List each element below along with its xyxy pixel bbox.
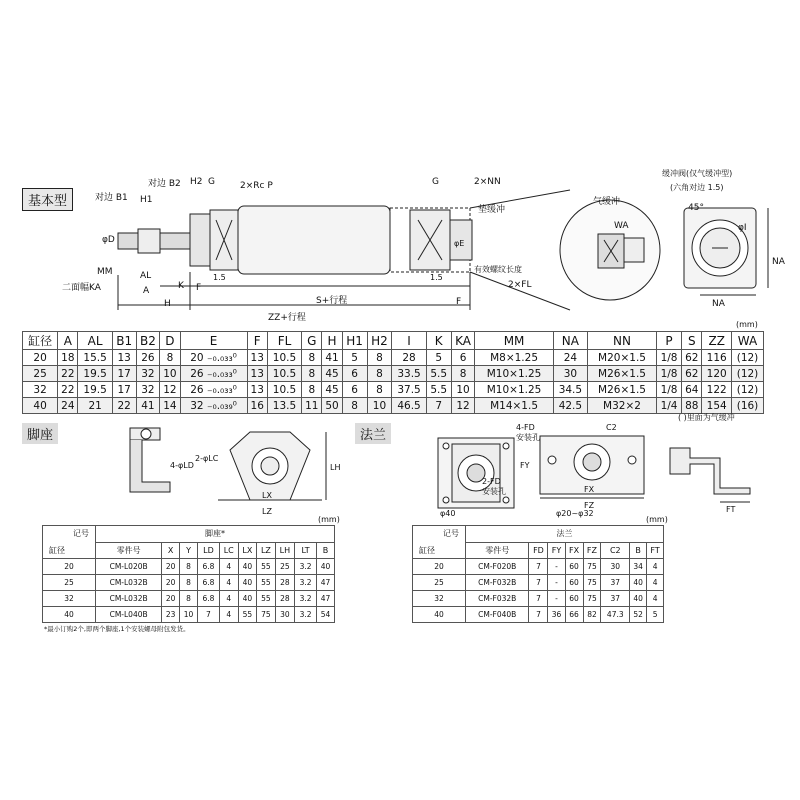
basic-table-cell: 5.5 (426, 366, 451, 382)
foot-table-cell: 25 (43, 575, 96, 591)
label-lz: LZ (262, 507, 272, 516)
flange-group-header: 法兰 (466, 526, 664, 543)
foot-drawing (90, 420, 360, 520)
foot-table-cell: 4 (219, 575, 238, 591)
label-phi40: φ40 (440, 509, 456, 518)
foot-table-cell: 20 (162, 591, 180, 607)
basic-table-cell: 19.5 (78, 382, 112, 398)
label-fd2: 2-FD (482, 477, 501, 486)
flange-table-row (413, 575, 664, 591)
basic-table-cell: 25 (23, 366, 58, 382)
basic-table-header-cell: H (322, 332, 342, 350)
basic-table-cell: 46.5 (392, 398, 426, 414)
basic-table-cell: 18 (58, 350, 78, 366)
basic-table-header-cell: K (426, 332, 451, 350)
foot-table-cell: 20 (43, 559, 96, 575)
foot-table-cell: 8 (180, 559, 198, 575)
basic-table-cell: 8 (367, 366, 392, 382)
basic-table-cell: M20×1.5 (588, 350, 657, 366)
label-phi2032: φ20~φ32 (556, 509, 594, 518)
basic-table-cell: 88 (682, 398, 702, 414)
flange-table-cell: 82 (583, 607, 601, 623)
basic-table-cell: 1/8 (656, 350, 681, 366)
flange-table-cell: 75 (583, 591, 601, 607)
basic-table-header-cell: E (180, 332, 247, 350)
foot-table-cell: 7 (197, 607, 219, 623)
basic-table-cell: 10 (160, 366, 180, 382)
basic-table-cell: 120 (702, 366, 732, 382)
flange-table-header-cell: FZ (583, 542, 601, 559)
foot-corner-bottom: 缸径 (49, 546, 65, 555)
basic-table-cell: 1/4 (656, 398, 681, 414)
foot-table-cell: 4 (219, 591, 238, 607)
foot-table-cell: CM-L032B (96, 575, 162, 591)
basic-table-row (23, 398, 764, 414)
flange-table-cell: 47.3 (601, 607, 630, 623)
foot-table-header-cell: LX (238, 542, 257, 559)
basic-table-header-cell: B2 (136, 332, 160, 350)
basic-table-cell: 41 (136, 398, 160, 414)
basic-table-header-cell: KA (451, 332, 475, 350)
basic-table-header-cell: F (247, 332, 267, 350)
basic-table-header-cell: B1 (112, 332, 136, 350)
flange-table-cell: 7 (529, 575, 548, 591)
basic-table-cell: 37.5 (392, 382, 426, 398)
basic-table-cell: 32 (136, 366, 160, 382)
basic-table-cell: (16) (732, 398, 764, 414)
foot-table-cell: 47 (317, 591, 335, 607)
flange-table-cell: - (548, 591, 565, 607)
basic-table-header-cell: H1 (342, 332, 367, 350)
label-mm: MM (97, 267, 113, 277)
basic-table-cell: 6 (342, 366, 367, 382)
label-wa: WA (614, 221, 629, 231)
foot-table-cell: 3.2 (295, 607, 317, 623)
foot-table-cell: 6.8 (197, 559, 219, 575)
basic-table-cell: 64 (682, 382, 702, 398)
basic-table-cell: 8 (160, 350, 180, 366)
basic-table-header-cell: G (302, 332, 322, 350)
flange-table-cell: 7 (529, 559, 548, 575)
foot-corner-top: 记号 (73, 529, 89, 538)
basic-table-header-cell: 缸径 (23, 332, 58, 350)
basic-table-cell: 13 (247, 366, 267, 382)
foot-table-cell: CM-L032B (96, 591, 162, 607)
label-fx: FX (584, 485, 595, 494)
foot-table-cell: 20 (162, 559, 180, 575)
basic-table-header-cell: AL (78, 332, 112, 350)
basic-table-cell: 50 (322, 398, 342, 414)
foot-table-cell: CM-L020B (96, 559, 162, 575)
flange-table-cell: 52 (630, 607, 647, 623)
basic-table-cell: 45 (322, 382, 342, 398)
label-c2: C2 (606, 423, 617, 432)
flange-table-cell: 60 (565, 575, 583, 591)
basic-table-cell: 12 (451, 398, 475, 414)
foot-table-cell: 54 (317, 607, 335, 623)
flange-table-cell: CM-F040B (466, 607, 529, 623)
flange-table-cell: 25 (413, 575, 466, 591)
foot-table-cell: 55 (238, 607, 257, 623)
flange-table-cell: 34 (630, 559, 647, 575)
flange-table-cell: 60 (565, 559, 583, 575)
basic-table-cell: 12 (160, 382, 180, 398)
flange-table-cell: 7 (529, 591, 548, 607)
foot-table-cell: 23 (162, 607, 180, 623)
flange-table-cell: 37 (601, 591, 630, 607)
foot-table-cell: 75 (257, 607, 276, 623)
foot-table-cell: 40 (238, 575, 257, 591)
basic-table-cell: 8 (342, 398, 367, 414)
foot-table-cell: 4 (219, 607, 238, 623)
basic-table-cell: 154 (702, 398, 732, 414)
piston-rod-shape (160, 233, 190, 249)
basic-table-row (23, 350, 764, 366)
flange-mm-unit: (mm) (646, 515, 668, 524)
basic-table-cell: 62 (682, 350, 702, 366)
flange-table-header-cell: C2 (601, 542, 630, 559)
flange-table-cell: - (548, 559, 565, 575)
basic-table-cell: 45 (322, 366, 342, 382)
label-na-horizontal: NA (712, 299, 725, 309)
foot-section-title: 脚座 (22, 423, 58, 444)
basic-table-cell: 41 (322, 350, 342, 366)
basic-table-cell: (12) (732, 366, 764, 382)
basic-table-header-cell: S (682, 332, 702, 350)
basic-table-cell: 10 (451, 382, 475, 398)
label-phi-i: φI (738, 223, 747, 233)
air-cushion-note: ( )里面为气缓冲 (678, 413, 735, 422)
flange-table (412, 525, 664, 623)
label-k: K (178, 281, 184, 291)
foot-table-cell: 55 (257, 559, 276, 575)
basic-table-cell: 5 (426, 350, 451, 366)
basic-table-cell: 62 (682, 366, 702, 382)
basic-table-cell: 26 (136, 350, 160, 366)
basic-section-title: 基本型 (22, 188, 73, 211)
flange-table-row (413, 591, 664, 607)
flange-corner-top: 记号 (443, 529, 459, 538)
basic-table-cell: 32 (136, 382, 160, 398)
flange-table-cell: CM-F020B (466, 559, 529, 575)
foot-table-row (43, 575, 335, 591)
foot-table-cell: 8 (180, 591, 198, 607)
label-fl: 2×FL (508, 280, 532, 290)
foot-table-header-cell: 零件号 (96, 542, 162, 559)
foot-table-cell: 30 (275, 607, 294, 623)
label-nn: 2×NN (474, 177, 501, 187)
label-ld: 4-φLD (170, 461, 194, 470)
foot-mm-unit: (mm) (318, 515, 340, 524)
basic-table-header-cell: A (58, 332, 78, 350)
flange-table-cell: 20 (413, 559, 466, 575)
label-lx: LX (262, 491, 272, 500)
basic-table-cell: 8 (302, 350, 322, 366)
basic-table-cell: M26×1.5 (588, 382, 657, 398)
label-dim15b: 1.5 (430, 273, 443, 282)
basic-table-cell: 16 (247, 398, 267, 414)
foot-table-cell: 4 (219, 559, 238, 575)
label-ka: 二面幅KA (62, 283, 101, 293)
flange-table-cell: 4 (647, 591, 664, 607)
basic-table-cell: 24 (58, 398, 78, 414)
label-f-right: F (456, 297, 462, 307)
flange-table-header-cell: FX (565, 542, 583, 559)
basic-table-cell: 1/8 (656, 366, 681, 382)
foot-table-cell: 6.8 (197, 591, 219, 607)
basic-table-cell: 6 (342, 382, 367, 398)
flange-table-cell: 75 (583, 559, 601, 575)
basic-table-header-cell: H2 (367, 332, 392, 350)
flange-table-cell: 32 (413, 591, 466, 607)
flange-drawing (420, 418, 780, 518)
basic-table-cell: 10.5 (267, 382, 301, 398)
flange-table-cell: 4 (647, 575, 664, 591)
basic-table-cell: M10×1.25 (475, 382, 553, 398)
label-e: φE (454, 239, 465, 248)
label-valve: 缓冲阀(仅气缓冲型) (662, 169, 733, 178)
foot-table-cell: 28 (275, 575, 294, 591)
foot-table-cell: 40 (317, 559, 335, 575)
label-hole1: 安装孔 (516, 433, 540, 442)
foot-table-header-cell: LH (275, 542, 294, 559)
foot-table-header-cell: LC (219, 542, 238, 559)
basic-table-cell: 26 ₋₀.₀₃₃⁰ (180, 366, 247, 382)
label-f-left: F (196, 283, 202, 293)
flange-table-cell: 37 (601, 575, 630, 591)
foot-table-header-cell: X (162, 542, 180, 559)
label-pad-cushion: 垫缓冲 (478, 205, 506, 215)
basic-table-cell: 116 (702, 350, 732, 366)
basic-table-header-cell: NA (553, 332, 587, 350)
basic-table-cell: 1/8 (656, 382, 681, 398)
foot-table-cell: 40 (238, 559, 257, 575)
label-lc: 2-φLC (195, 454, 219, 463)
foot-table-cell: 40 (238, 591, 257, 607)
basic-table-cell: 5.5 (426, 382, 451, 398)
basic-table-cell: 20 ₋₀.₀₃₃⁰ (180, 350, 247, 366)
basic-mm-unit: (mm) (736, 320, 758, 329)
foot-table-cell: 6.8 (197, 575, 219, 591)
label-hex: (六角对边 1.5) (670, 183, 724, 192)
basic-table-cell: 20 (23, 350, 58, 366)
label-na-vertical: NA (772, 257, 785, 267)
flange-table-cell: 66 (565, 607, 583, 623)
label-zz: ZZ+行程 (268, 313, 306, 323)
flange-table-row (413, 559, 664, 575)
flange-corner-bottom: 缸径 (419, 546, 435, 555)
basic-table-cell: 7 (426, 398, 451, 414)
label-fy: FY (520, 461, 530, 470)
label-h1: H1 (140, 195, 153, 205)
basic-table-cell: 19.5 (78, 366, 112, 382)
flange-table-header-cell: FT (647, 542, 664, 559)
flange-table-cell: 60 (565, 591, 583, 607)
basic-table-cell: 40 (23, 398, 58, 414)
label-angle: 45° (688, 203, 704, 213)
foot-table-cell: 40 (43, 607, 96, 623)
label-fz: FZ (584, 501, 595, 510)
flange-table-cell: 4 (647, 559, 664, 575)
flange-table-cell: 7 (529, 607, 548, 623)
cylinder-tube-shape (238, 206, 390, 274)
basic-table-cell: 13.5 (267, 398, 301, 414)
basic-table-cell: 8 (302, 366, 322, 382)
basic-table-cell: M14×1.5 (475, 398, 553, 414)
foot-table-cell: 3.2 (295, 559, 317, 575)
label-h: H (164, 299, 171, 309)
basic-table-cell: 32 (23, 382, 58, 398)
basic-table-row (23, 366, 764, 382)
rod-end-shape (118, 233, 138, 249)
label-hole2: 安装孔 (482, 487, 506, 496)
foot-table-cell: CM-L040B (96, 607, 162, 623)
basic-table-cell: 8 (451, 366, 475, 382)
basic-table-cell: 34.5 (553, 382, 587, 398)
basic-table-header-cell: NN (588, 332, 657, 350)
foot-table-header-cell: Y (180, 542, 198, 559)
basic-table-cell: 30 (553, 366, 587, 382)
label-phi-d: φD (102, 235, 115, 245)
basic-table-cell: 17 (112, 382, 136, 398)
label-rc: 2×Rc P (240, 181, 273, 191)
basic-table-header-cell: WA (732, 332, 764, 350)
basic-table-cell: 10.5 (267, 350, 301, 366)
basic-table-header-cell: FL (267, 332, 301, 350)
rod-nut-shape (138, 229, 160, 253)
flange-table-cell: 36 (548, 607, 565, 623)
flange-table-header-cell: 零件号 (466, 542, 529, 559)
basic-drawing (0, 160, 800, 330)
flange-table-cell: - (548, 575, 565, 591)
flange-table-cell: 40 (630, 575, 647, 591)
basic-table-cell: (12) (732, 382, 764, 398)
basic-table-cell: 22 (112, 398, 136, 414)
basic-table-header-cell: ZZ (702, 332, 732, 350)
basic-table-header-cell: D (160, 332, 180, 350)
flange-table-header-cell: FY (548, 542, 565, 559)
foot-group-header: 脚座* (96, 526, 335, 543)
basic-table-cell: 14 (160, 398, 180, 414)
flange-section-title: 法兰 (355, 423, 391, 444)
label-g-right: G (432, 177, 439, 187)
basic-table-cell: 42.5 (553, 398, 587, 414)
foot-table (42, 525, 335, 623)
basic-table-cell: 8 (367, 350, 392, 366)
foot-table-cell: 47 (317, 575, 335, 591)
basic-table-header-cell: I (392, 332, 426, 350)
basic-table-cell: 17 (112, 366, 136, 382)
basic-table-cell: 13 (247, 350, 267, 366)
flange-table-cell: 75 (583, 575, 601, 591)
foot-table-header-cell: LT (295, 542, 317, 559)
basic-table-row (23, 382, 764, 398)
basic-table-cell: (12) (732, 350, 764, 366)
basic-table-cell: 24 (553, 350, 587, 366)
flange-table-cell: CM-F032B (466, 575, 529, 591)
basic-table-cell: 6 (451, 350, 475, 366)
basic-table-header-cell: P (656, 332, 681, 350)
foot-table-cell: 20 (162, 575, 180, 591)
foot-table-cell: 3.2 (295, 591, 317, 607)
label-s: S+行程 (316, 296, 348, 306)
foot-table-cell: 55 (257, 575, 276, 591)
basic-table-cell: 10 (367, 398, 392, 414)
basic-table-cell: M10×1.25 (475, 366, 553, 382)
flange-table-header-cell: FD (529, 542, 548, 559)
label-g-left: G (208, 177, 215, 187)
foot-table-cell: 10 (180, 607, 198, 623)
basic-table-cell: M32×2 (588, 398, 657, 414)
basic-table-cell: M26×1.5 (588, 366, 657, 382)
flange-table-cell: CM-F032B (466, 591, 529, 607)
foot-table-cell: 32 (43, 591, 96, 607)
basic-table-cell: 13 (112, 350, 136, 366)
basic-table-cell: 15.5 (78, 350, 112, 366)
flange-table-cell: 30 (601, 559, 630, 575)
foot-table-row (43, 607, 335, 623)
basic-table-cell: 122 (702, 382, 732, 398)
basic-table-cell: 32 ₋₀.₀₃₉⁰ (180, 398, 247, 414)
foot-table-row (43, 559, 335, 575)
foot-table-header-cell: B (317, 542, 335, 559)
label-h2: H2 (190, 177, 203, 187)
foot-table-header-cell: LZ (257, 542, 276, 559)
foot-table-cell: 3.2 (295, 575, 317, 591)
flange-table-cell: 40 (630, 591, 647, 607)
basic-table-cell: 5 (342, 350, 367, 366)
label-effective-thread: 有效螺纹长度 (474, 265, 522, 274)
basic-dimension-table (22, 331, 764, 414)
basic-table-cell: M8×1.25 (475, 350, 553, 366)
label-b1: 对边 B1 (95, 193, 128, 203)
flange-table-header-cell: B (630, 542, 647, 559)
label-a: A (143, 286, 150, 296)
foot-table-cell: 55 (257, 591, 276, 607)
basic-table-cell: 21 (78, 398, 112, 414)
label-fd4: 4-FD (516, 423, 535, 432)
basic-table-cell: 8 (302, 382, 322, 398)
flange-table-cell: 40 (413, 607, 466, 623)
basic-table-cell: 22 (58, 382, 78, 398)
foot-table-header-cell: LD (197, 542, 219, 559)
label-ft: FT (726, 505, 736, 514)
basic-table-cell: 22 (58, 366, 78, 382)
basic-table-cell: 13 (247, 382, 267, 398)
basic-table-cell: 8 (367, 382, 392, 398)
foot-table-cell: 25 (275, 559, 294, 575)
foot-table-cell: 28 (275, 591, 294, 607)
mount-nut-shape (190, 214, 210, 266)
flange-table-cell: 5 (647, 607, 664, 623)
basic-table-header-cell: MM (475, 332, 553, 350)
label-lh: LH (330, 463, 341, 472)
basic-table-cell: 33.5 (392, 366, 426, 382)
label-b2: 对边 B2 (148, 179, 181, 189)
basic-table-cell: 11 (302, 398, 322, 414)
label-al: AL (140, 271, 152, 281)
basic-table-cell: 28 (392, 350, 426, 366)
foot-table-cell: 8 (180, 575, 198, 591)
flange-table-row (413, 607, 664, 623)
foot-footnote: *最小订购2个,即两个脚座,1个安装螺母附包发货。 (44, 625, 190, 633)
label-air-cushion: 气缓冲 (593, 197, 621, 207)
basic-table-cell: 10.5 (267, 366, 301, 382)
label-dim15a: 1.5 (213, 273, 226, 282)
basic-table-cell: 26 ₋₀.₀₃₃⁰ (180, 382, 247, 398)
foot-table-row (43, 591, 335, 607)
